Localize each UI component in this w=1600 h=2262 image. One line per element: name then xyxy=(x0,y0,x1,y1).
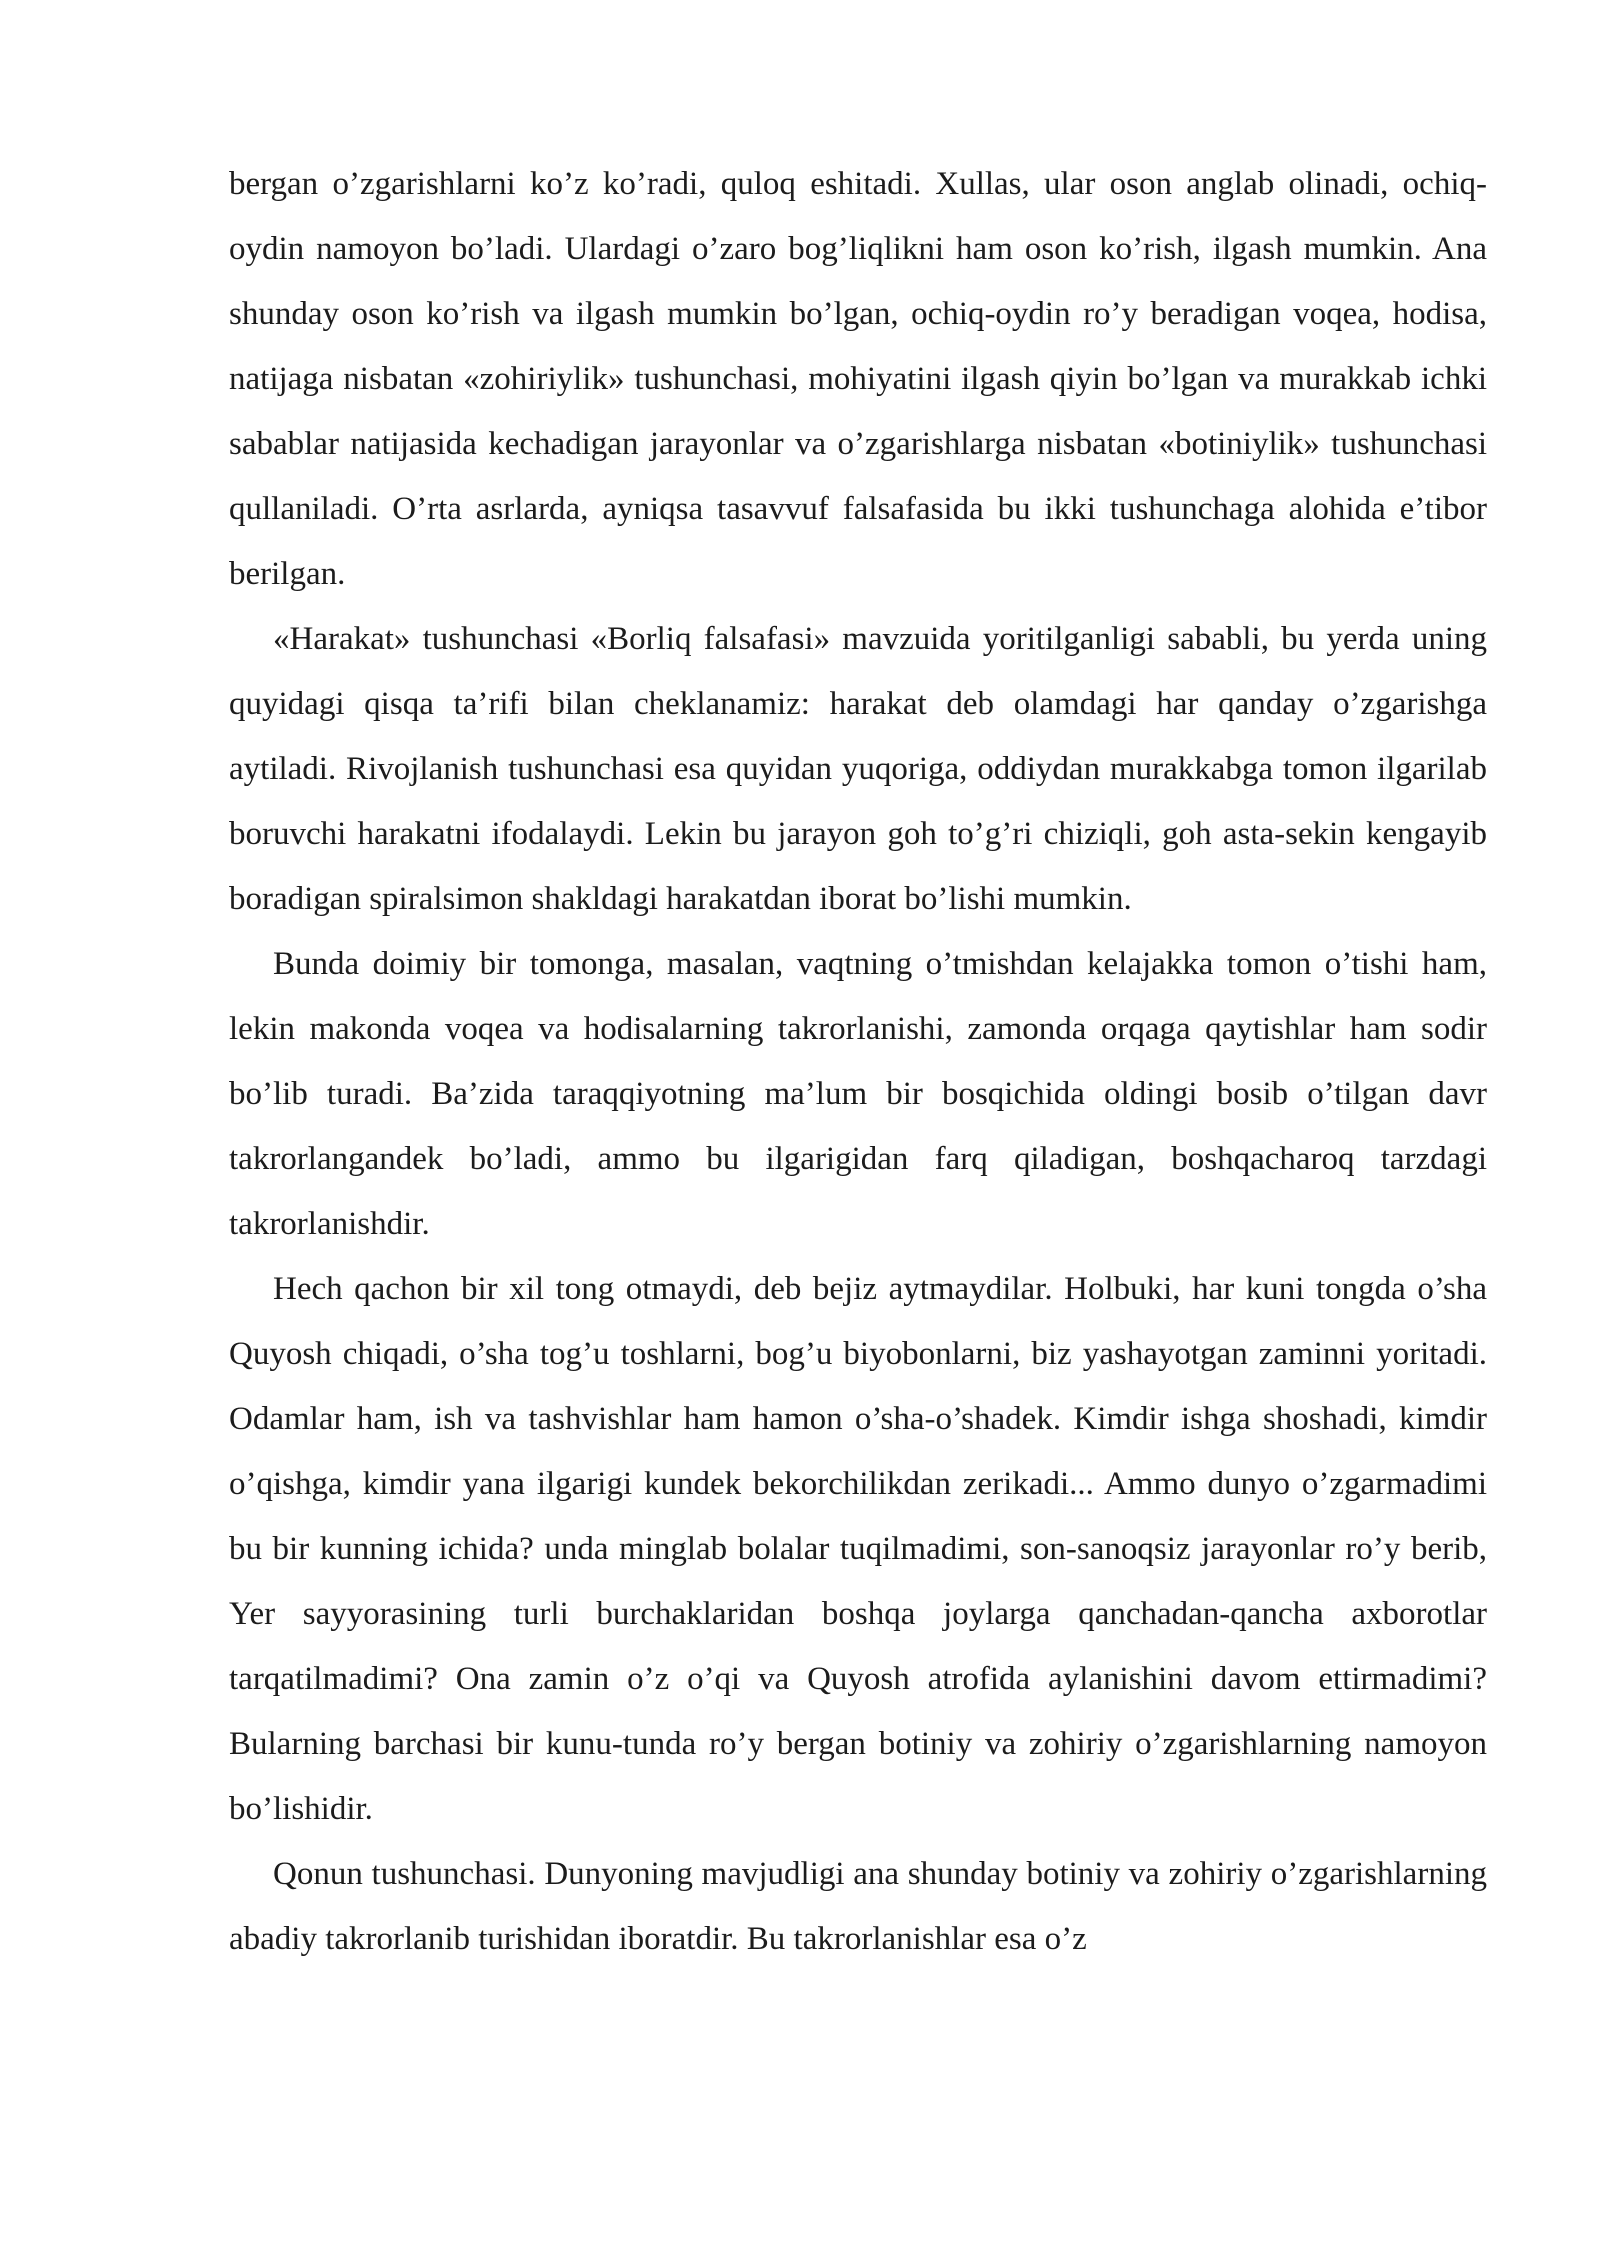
paragraph-4: Hech qachon bir xil tong otmaydi, deb bejiz aytmaydilar. Holbuki, har kuni tongda o’sha Quyosh chiqadi, o’sha tog’u toshlarni, bog’u biyobonlarni, biz yashayotgan zaminni yoritadi. Odamlar ham, ish va tashvishlar ham hamon o’sha-o’shadek. Kimdir ishga shoshadi, kimdir o’qishga, kimdir yana ilgarigi kundek bekorchilikdan zerikadi... Ammo dunyo o’zgarmadimi bu bir kunning ichida? unda minglab bolalar tuqilmadimi, son-sanoqsiz jarayonlar ro’y berib, Yer sayyorasining turli burchaklaridan boshqa joylarga qanchadan-qancha axborotlar tarqatilmadimi? Ona zamin o’z o’qi va Quyosh atrofida aylanishini davom ettirmadimi? Bularning barchasi bir kunu-tunda ro’y bergan botiniy va zohiriy o’zgarishlarning namoyon bo’lishidir. xyxy=(229,1271,1487,1827)
paragraph-3: Bunda doimiy bir tomonga, masalan, vaqtning o’tmishdan kelajakka tomon o’tishi ham, lekin makonda voqea va hodisalarning takrorlanishi, zamonda orqaga qaytishlar ham sodir bo’lib turadi. Ba’zida taraqqiyotning ma’lum bir bosqichida oldingi bosib o’tilgan davr takrorlangandek bo’ladi, ammo bu ilgarigidan farq qiladigan, boshqacharoq tarzdagi takrorlanishdir. xyxy=(229,946,1487,1242)
paragraph-5: Qonun tushunchasi. Dunyoning mavjudligi ana shunday botiniy va zohiriy o’zgarishlarning abadiy takrorlanib turishidan iboratdir. Bu takrorlanishlar esa o’z xyxy=(229,1856,1487,1957)
document-page xyxy=(229,152,1487,1972)
paragraph-1: bergan o’zgarishlarni ko’z ko’radi, quloq eshitadi. Xullas, ular oson anglab olinadi, ochiq-oydin namoyon bo’ladi. Ulardagi o’zaro bog’liqlikni ham oson ko’rish, ilgash mumkin. Ana shunday oson ko’rish va ilgash mumkin bo’lgan, ochiq-oydin ro’y beradigan voqea, hodisa, natijaga nisbatan «zohiriylik» tushunchasi, mohiyatini ilgash qiyin bo’lgan va murakkab ichki sabablar natijasida kechadigan jarayonlar va o’zgarishlarga nisbatan «botiniylik» tushunchasi qullaniladi. O’rta asrlarda, ayniqsa tasavvuf falsafasida bu ikki tushunchaga alohida e’tibor berilgan. xyxy=(229,166,1487,592)
paragraph-2: «Harakat» tushunchasi «Borliq falsafasi» mavzuida yoritilganligi sababli, bu yerda uning quyidagi qisqa ta’rifi bilan cheklanamiz: harakat deb olamdagi har qanday o’zgarishga aytiladi. Rivojlanish tushunchasi esa quyidan yuqoriga, oddiydan murakkabga tomon ilgarilab boruvchi harakatni ifodalaydi. Lekin bu jarayon goh to’g’ri chiziqli, goh asta-sekin kengayib boradigan spiralsimon shakldagi harakatdan iborat bo’lishi mumkin. xyxy=(229,621,1487,917)
